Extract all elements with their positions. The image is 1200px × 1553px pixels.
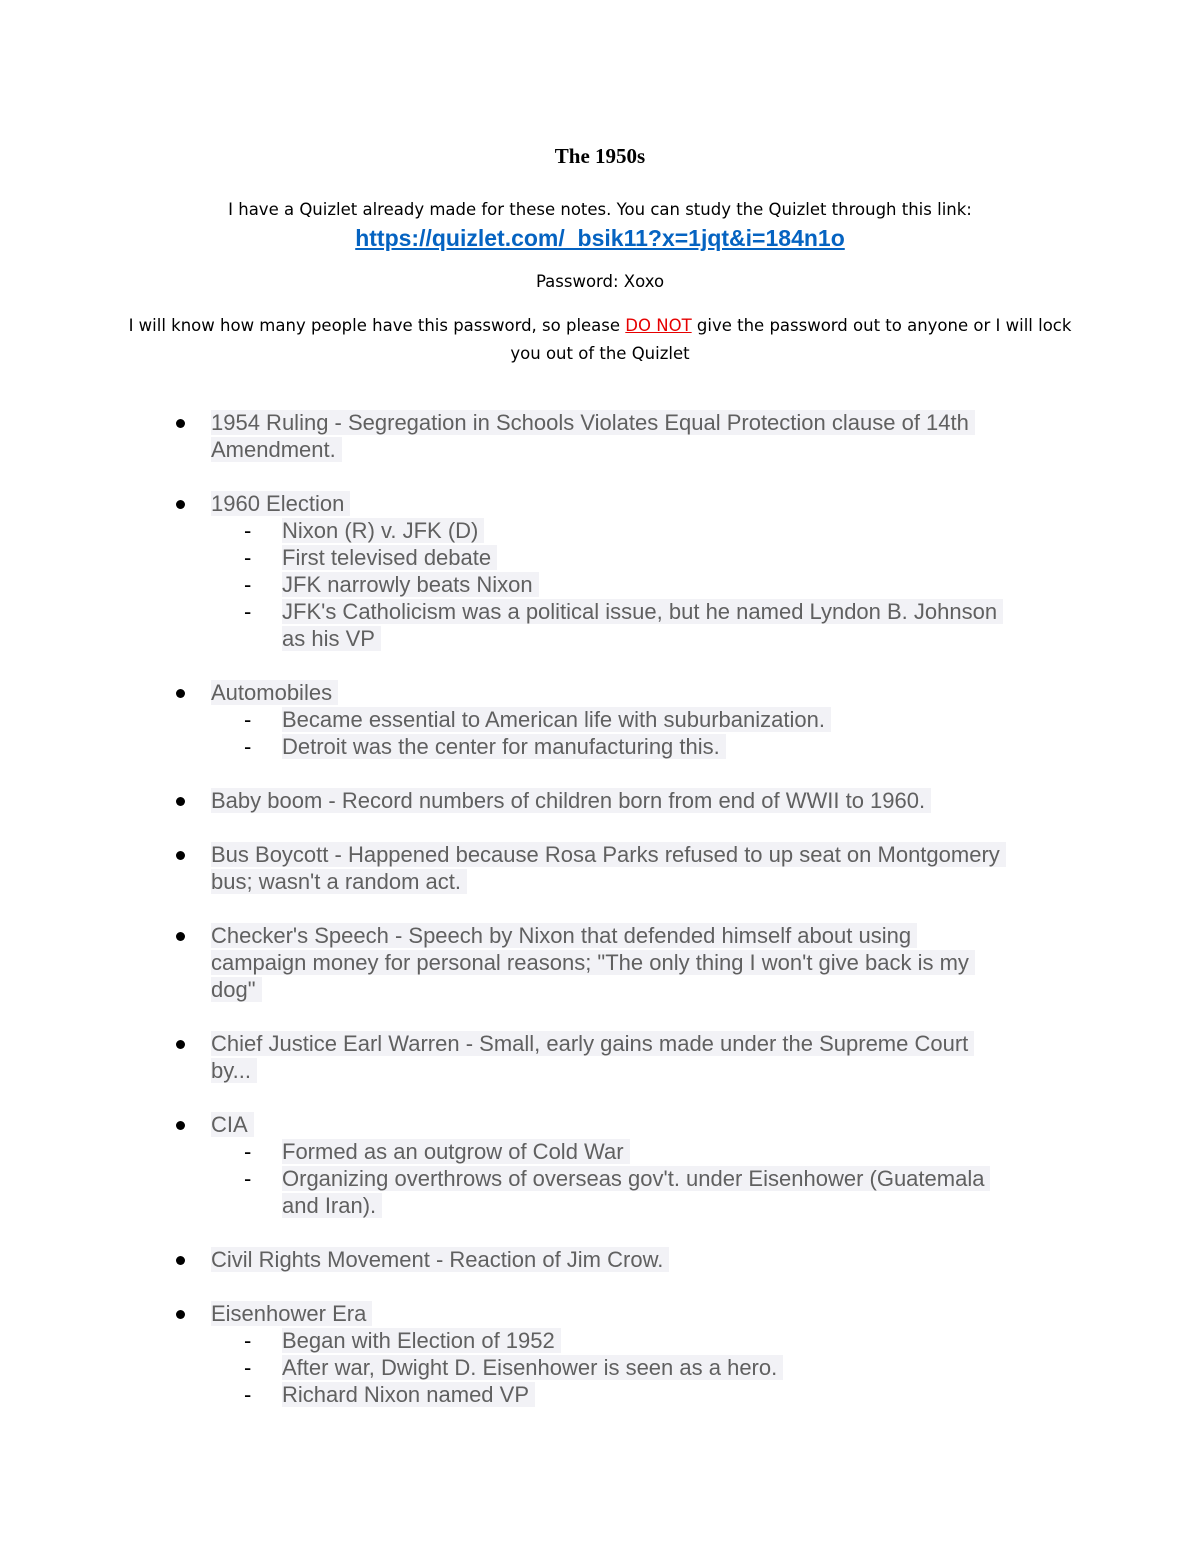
note-item-line-text: Checker's Speech - Speech by Nixon that defended himself about using: [211, 923, 917, 948]
note-item-line-text: Chief Justice Earl Warren - Small, early gains made under the Supreme Court: [211, 1031, 974, 1056]
sub-item-line: [282, 1354, 783, 1381]
note-item-line-text: Baby boom - Record numbers of children born from end of WWII to 1960.: [211, 788, 931, 813]
note-item-line: [211, 1111, 254, 1138]
note-item-line: [211, 1246, 669, 1273]
bullet-icon: [176, 1040, 185, 1049]
password-text: Password: Xoxo: [535, 272, 665, 291]
sub-item-line: [282, 571, 539, 598]
bullet-icon: [176, 797, 185, 806]
note-item-line-text: Eisenhower Era: [211, 1301, 372, 1326]
dash-bullet-icon: -: [244, 734, 252, 759]
document-title: The 1950s: [554, 144, 646, 168]
dash-bullet-icon: -: [244, 707, 252, 732]
sub-item-line: [282, 517, 484, 544]
bullet-icon: [176, 932, 185, 941]
note-item-line: [211, 679, 338, 706]
note-item-line: [211, 841, 1006, 868]
dash-bullet-icon: -: [244, 599, 252, 624]
sub-item-line-text: JFK's Catholicism was a political issue, but he named Lyndon B. Johnson: [282, 599, 1003, 624]
note-item-line: [211, 787, 931, 814]
note-item-line: [211, 949, 975, 976]
note-item-line-text: 1954 Ruling - Segregation in Schools Violates Equal Protection clause of 14th: [211, 410, 975, 435]
sub-item-line-text: Detroit was the center for manufacturing this.: [282, 734, 726, 759]
intro-text: I have a Quizlet already made for these notes. You can study the Quizlet through this link:: [228, 200, 972, 219]
sub-item-line: [282, 733, 726, 760]
sub-item-line: [282, 1138, 630, 1165]
dash-bullet-icon: -: [244, 1166, 252, 1191]
bullet-icon: [176, 689, 185, 698]
bullet-icon: [176, 851, 185, 860]
sub-item-line: [282, 706, 831, 733]
note-item-line-text: CIA: [211, 1112, 254, 1137]
dash-bullet-icon: -: [244, 1328, 252, 1353]
dash-bullet-icon: -: [244, 572, 252, 597]
sub-item-line: [282, 598, 1003, 625]
note-item-line-text: Automobiles: [211, 680, 338, 705]
note-item-line-text: Bus Boycott - Happened because Rosa Parks refused to up seat on Montgomery: [211, 842, 1006, 867]
note-item-line: [211, 922, 917, 949]
note-item-line-text: dog": [211, 977, 262, 1002]
dash-bullet-icon: -: [244, 1382, 252, 1407]
sub-item-line-text: Formed as an outgrow of Cold War: [282, 1139, 630, 1164]
note-item-line: [211, 1300, 372, 1327]
note-item-line: [211, 868, 467, 895]
dash-bullet-icon: -: [244, 1355, 252, 1380]
bullet-icon: [176, 1256, 185, 1265]
quizlet-link[interactable]: https://quizlet.com/_bsik11?x=1jqt&i=184n1o: [355, 225, 845, 251]
sub-item-line-text: First televised debate: [282, 545, 497, 570]
sub-item-line: [282, 625, 381, 652]
dash-bullet-icon: -: [244, 518, 252, 543]
note-item-line-text: bus; wasn't a random act.: [211, 869, 467, 894]
sub-item-line: [282, 1165, 990, 1192]
note-item-line: [211, 490, 350, 517]
bullet-icon: [176, 1310, 185, 1319]
bullet-icon: [176, 419, 185, 428]
note-item-line-text: by...: [211, 1058, 257, 1083]
note-item-line-text: Civil Rights Movement - Reaction of Jim Crow.: [211, 1247, 669, 1272]
sub-item-line-text: and Iran).: [282, 1193, 382, 1218]
sub-item-line-text: Organizing overthrows of overseas gov't. under Eisenhower (Guatemala: [282, 1166, 990, 1191]
sub-item-line: [282, 544, 497, 571]
sub-item-line: [282, 1381, 535, 1408]
warning-before: I will know how many people have this password, so please: [128, 316, 626, 335]
sub-item-line-text: After war, Dwight D. Eisenhower is seen as a hero.: [282, 1355, 783, 1380]
note-item-line: [211, 976, 262, 1003]
warning-emphasis: DO NOT: [625, 316, 692, 335]
note-item-line: [211, 436, 342, 463]
sub-item-line: [282, 1192, 382, 1219]
sub-item-line-text: JFK narrowly beats Nixon: [282, 572, 539, 597]
note-item-line-text: 1960 Election: [211, 491, 350, 516]
sub-item-line-text: Began with Election of 1952: [282, 1328, 561, 1353]
sub-item-line-text: as his VP: [282, 626, 381, 651]
dash-bullet-icon: -: [244, 545, 252, 570]
note-item-line: [211, 1030, 974, 1057]
note-item-line: [211, 409, 975, 436]
sub-item-line-text: Richard Nixon named VP: [282, 1382, 535, 1407]
note-item-line-text: Amendment.: [211, 437, 342, 462]
sub-item-line: [282, 1327, 561, 1354]
bullet-icon: [176, 500, 185, 509]
dash-bullet-icon: -: [244, 1139, 252, 1164]
warning-after: give the password out to anyone or I will lock you out of the Quizlet: [510, 316, 1072, 363]
sub-item-line-text: Nixon (R) v. JFK (D): [282, 518, 484, 543]
bullet-icon: [176, 1121, 185, 1130]
note-item-line-text: campaign money for personal reasons; "The only thing I won't give back is my: [211, 950, 975, 975]
note-item-line: [211, 1057, 257, 1084]
sub-item-line-text: Became essential to American life with suburbanization.: [282, 707, 831, 732]
